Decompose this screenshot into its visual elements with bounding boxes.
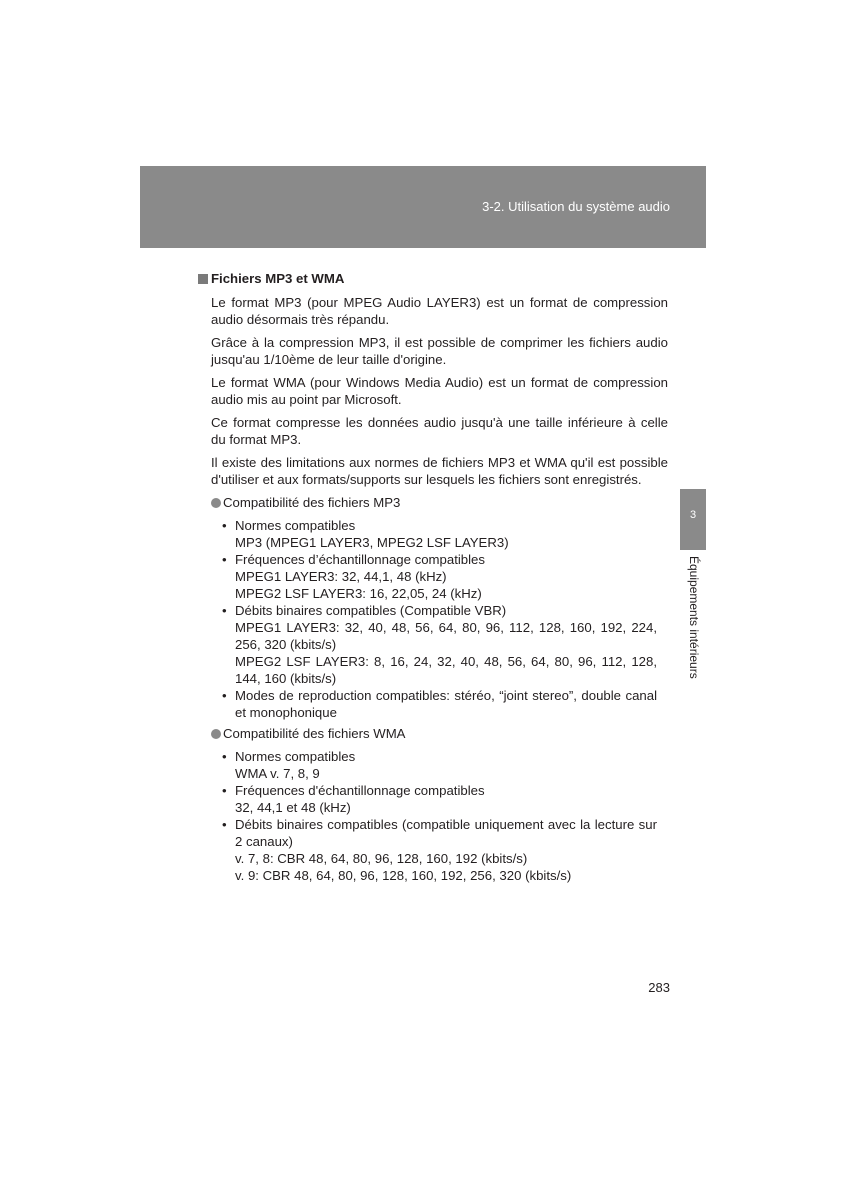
list-item <box>222 551 657 602</box>
circle-bullet-icon <box>211 729 221 739</box>
item-label: Fréquences d'échantillonnage compatibles <box>235 783 485 798</box>
mp3-subheading-text: Compatibilité des fichiers MP3 <box>223 495 401 510</box>
wma-subheading <box>211 725 668 742</box>
bullet-icon: • <box>222 518 227 533</box>
item-label: Modes de reproduction compatibles: stéréo, “joint stereo”, double canal et monophonique <box>235 688 657 720</box>
section-heading <box>198 270 668 288</box>
paragraph: Le format MP3 (pour MPEG Audio LAYER3) est un format de compression audio désormais très répandu. <box>211 295 668 327</box>
item-detail: MPEG1 LAYER3: 32, 40, 48, 56, 64, 80, 96, 112, 128, 160, 192, 224, 256, 320 (kbits/s) <box>235 620 657 652</box>
paragraph: Grâce à la compression MP3, il est possible de comprimer les fichiers audio jusqu'au 1/10ème de leur taille d'origine. <box>211 335 668 367</box>
chapter-label: Équipements intérieurs <box>687 556 701 679</box>
item-label: Normes compatibles <box>235 749 356 764</box>
bullet-icon: • <box>222 817 227 832</box>
bullet-icon: • <box>222 783 227 798</box>
list-item <box>222 816 657 884</box>
chapter-number: 3 <box>689 509 697 521</box>
item-label: Normes compatibles <box>235 518 356 533</box>
list-item <box>222 687 657 721</box>
header-band <box>140 166 706 248</box>
item-detail: MPEG1 LAYER3: 32, 44,1, 48 (kHz) <box>235 569 447 584</box>
item-detail: 32, 44,1 et 48 (kHz) <box>235 800 351 815</box>
list-item <box>222 602 657 687</box>
section-title: 3-2. Utilisation du système audio <box>482 199 670 214</box>
main-content <box>198 270 668 888</box>
bullet-icon: • <box>222 603 227 618</box>
chapter-tab <box>680 489 706 550</box>
item-detail: WMA v. 7, 8, 9 <box>235 766 320 781</box>
item-label: Débits binaires compatibles (compatible uniquement avec la lecture sur 2 canaux) <box>235 817 657 849</box>
item-detail: v. 7, 8: CBR 48, 64, 80, 96, 128, 160, 192 (kbits/s) <box>235 851 528 866</box>
list-item <box>222 748 657 782</box>
heading-text: Fichiers MP3 et WMA <box>211 271 345 286</box>
paragraph: Il existe des limitations aux normes de fichiers MP3 et WMA qu'il est possible d'utiliser et aux formats/supports sur lesquels les fichiers sont enregistrés. <box>211 455 668 487</box>
bullet-icon: • <box>222 688 227 703</box>
item-label: Fréquences d’échantillonnage compatibles <box>235 552 485 567</box>
square-bullet-icon <box>198 274 208 284</box>
paragraph: Ce format compresse les données audio jusqu'à une taille inférieure à celle du format MP3. <box>211 415 668 447</box>
circle-bullet-icon <box>211 498 221 508</box>
list-item <box>222 782 657 816</box>
item-detail: MPEG2 LSF LAYER3: 8, 16, 24, 32, 40, 48, 56, 64, 80, 96, 112, 128, 144, 160 (kbits/s) <box>235 654 657 686</box>
paragraph: Le format WMA (pour Windows Media Audio) est un format de compression audio mis au point par Microsoft. <box>211 375 668 407</box>
list-item <box>222 517 657 551</box>
bullet-icon: • <box>222 552 227 567</box>
wma-subheading-text: Compatibilité des fichiers WMA <box>223 726 406 741</box>
page-number: 283 <box>648 980 670 995</box>
item-label: Débits binaires compatibles (Compatible VBR) <box>235 603 507 618</box>
item-detail: v. 9: CBR 48, 64, 80, 96, 128, 160, 192, 256, 320 (kbits/s) <box>235 868 572 883</box>
item-detail: MPEG2 LSF LAYER3: 16, 22,05, 24 (kHz) <box>235 586 482 601</box>
wma-list <box>222 748 657 884</box>
bullet-icon: • <box>222 749 227 764</box>
item-detail: MP3 (MPEG1 LAYER3, MPEG2 LSF LAYER3) <box>235 535 509 550</box>
mp3-subheading <box>211 494 668 511</box>
mp3-list <box>222 517 657 721</box>
